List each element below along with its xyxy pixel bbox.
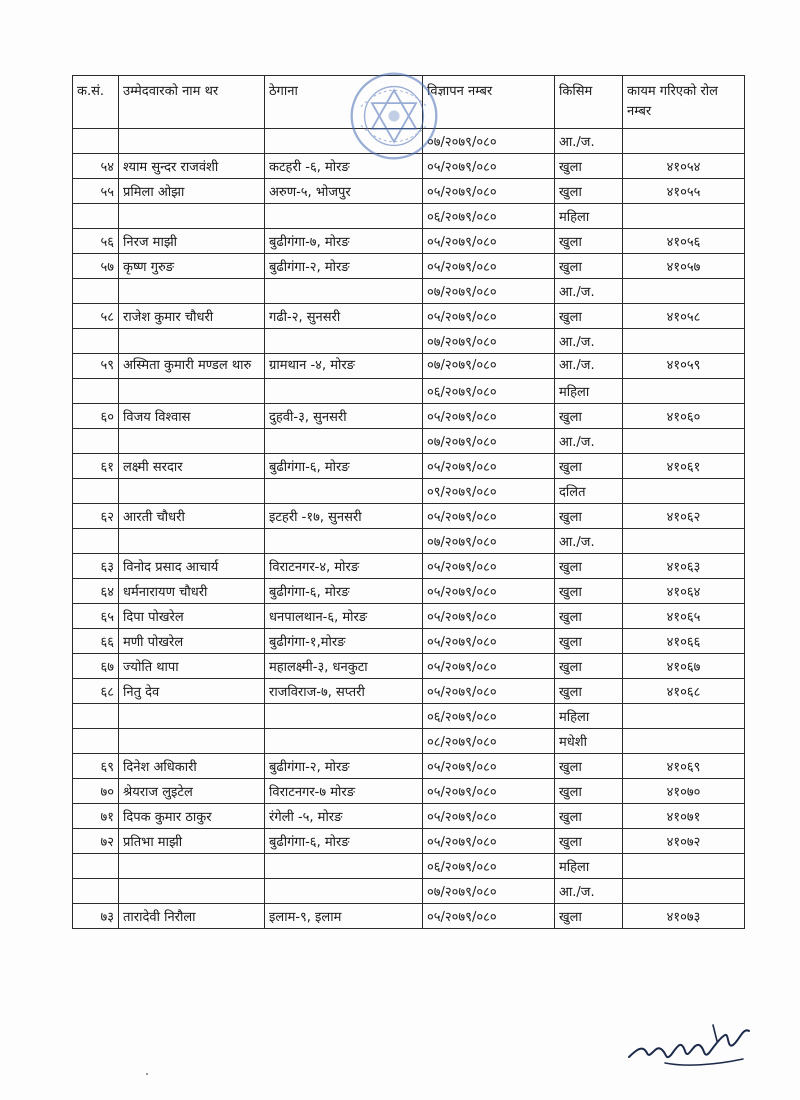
cell-sn: ६२	[73, 504, 119, 529]
cell-ad-no: ०५/२०७९/०८०	[423, 754, 555, 779]
header-roll: कायम गरिएको रोल नम्बर	[623, 76, 745, 129]
cell-ad-no: ०५/२०७९/०८०	[423, 604, 555, 629]
cell-roll	[623, 129, 745, 154]
cell-roll: ४१०६१	[623, 454, 745, 479]
cell-ad-no: ०५/२०७९/०८०	[423, 154, 555, 179]
cell-name: तारादेवी निरौला	[119, 904, 265, 929]
cell-type: खुला	[555, 904, 623, 929]
cell-roll	[623, 279, 745, 304]
cell-sn: ७०	[73, 779, 119, 804]
cell-ad-no: ०५/२०७९/०८०	[423, 779, 555, 804]
cell-sn	[73, 279, 119, 304]
cell-roll	[623, 879, 745, 904]
cell-name: प्रतिभा माझी	[119, 829, 265, 854]
cell-roll: ४१०६३	[623, 554, 745, 579]
table-body	[73, 129, 745, 929]
cell-type: खुला	[555, 254, 623, 279]
cell-name: श्रेयराज लुइटेल	[119, 779, 265, 804]
table-row	[73, 854, 745, 879]
cell-address: बुढीगंगा-६, मोरङ	[265, 579, 423, 604]
cell-address: अरुण-५, भोजपुर	[265, 179, 423, 204]
cell-roll: ४१०५४	[623, 154, 745, 179]
cell-ad-no: ०५/२०७९/०८०	[423, 654, 555, 679]
cell-ad-no: ०६/२०७९/०८०	[423, 204, 555, 229]
cell-name: लक्ष्मी सरदार	[119, 454, 265, 479]
cell-name: अस्मिता कुमारी मण्डल थारु	[119, 354, 265, 379]
table-row	[73, 654, 745, 679]
table-row	[73, 354, 745, 379]
cell-address	[265, 729, 423, 754]
table-row	[73, 154, 745, 179]
cell-roll: ४१०७३	[623, 904, 745, 929]
cell-name	[119, 429, 265, 454]
table-row	[73, 279, 745, 304]
cell-address	[265, 854, 423, 879]
cell-ad-no: ०९/२०७९/०८०	[423, 479, 555, 504]
cell-roll: ४१०६४	[623, 579, 745, 604]
cell-ad-no: ०७/२०७९/०८०	[423, 429, 555, 454]
cell-sn: ७३	[73, 904, 119, 929]
header-ad-no: विज्ञापन नम्बर	[423, 76, 555, 129]
cell-roll: ४१०७०	[623, 779, 745, 804]
cell-address: बुढीगंगा-२, मोरङ	[265, 754, 423, 779]
cell-roll: ४१०७२	[623, 829, 745, 854]
table-row	[73, 879, 745, 904]
cell-sn: ६३	[73, 554, 119, 579]
table-row	[73, 554, 745, 579]
cell-roll	[623, 329, 745, 354]
table-row	[73, 829, 745, 854]
cell-name	[119, 854, 265, 879]
cell-name	[119, 529, 265, 554]
cell-name	[119, 729, 265, 754]
cell-ad-no: ०५/२०७९/०८०	[423, 629, 555, 654]
cell-type: दलित	[555, 479, 623, 504]
cell-name	[119, 479, 265, 504]
cell-sn	[73, 529, 119, 554]
cell-sn: ७२	[73, 829, 119, 854]
cell-ad-no: ०७/२०७९/०८०	[423, 529, 555, 554]
cell-roll	[623, 729, 745, 754]
cell-address: इलाम-९, इलाम	[265, 904, 423, 929]
cell-address: बुढीगंगा-६, मोरङ	[265, 454, 423, 479]
cell-sn: ७१	[73, 804, 119, 829]
table-row	[73, 329, 745, 354]
cell-address: ग्रामथान -४, मोरङ	[265, 354, 423, 379]
header-sn: क.सं.	[73, 76, 119, 129]
cell-roll: ४१०५७	[623, 254, 745, 279]
cell-sn: ५७	[73, 254, 119, 279]
cell-type: आ./ज.	[555, 879, 623, 904]
cell-roll: ४१०६५	[623, 604, 745, 629]
cell-type: खुला	[555, 229, 623, 254]
table-row	[73, 679, 745, 704]
cell-sn: ५९	[73, 354, 119, 379]
cell-name: नितु देव	[119, 679, 265, 704]
cell-sn: ६१	[73, 454, 119, 479]
cell-roll: ४१०६७	[623, 654, 745, 679]
cell-ad-no: ०७/२०७९/०८०	[423, 879, 555, 904]
cell-sn: ५८	[73, 304, 119, 329]
cell-sn: ६७	[73, 654, 119, 679]
cell-sn: ६४	[73, 579, 119, 604]
cell-sn: ५५	[73, 179, 119, 204]
cell-ad-no: ०८/२०७९/०८०	[423, 729, 555, 754]
cell-roll	[623, 704, 745, 729]
cell-type: खुला	[555, 304, 623, 329]
cell-sn	[73, 204, 119, 229]
cell-address: महालक्ष्मी-३, धनकुटा	[265, 654, 423, 679]
cell-ad-no: ०५/२०७९/०८०	[423, 254, 555, 279]
cell-address	[265, 329, 423, 354]
cell-sn: ५६	[73, 229, 119, 254]
table-row	[73, 729, 745, 754]
cell-sn	[73, 129, 119, 154]
cell-name	[119, 279, 265, 304]
cell-roll	[623, 854, 745, 879]
cell-address: बुढीगंगा-६, मोरङ	[265, 829, 423, 854]
cell-address	[265, 379, 423, 404]
table-row	[73, 204, 745, 229]
cell-type: आ./ज.	[555, 429, 623, 454]
cell-address	[265, 429, 423, 454]
cell-ad-no: ०५/२०७९/०८०	[423, 554, 555, 579]
cell-sn	[73, 479, 119, 504]
cell-name	[119, 704, 265, 729]
cell-ad-no: ०५/२०७९/०८०	[423, 304, 555, 329]
table-row	[73, 379, 745, 404]
cell-sn	[73, 379, 119, 404]
cell-name	[119, 129, 265, 154]
cell-roll	[623, 379, 745, 404]
cell-type: खुला	[555, 404, 623, 429]
cell-address	[265, 204, 423, 229]
cell-ad-no: ०५/२०७९/०८०	[423, 829, 555, 854]
cell-ad-no: ०५/२०७९/०८०	[423, 579, 555, 604]
table-row	[73, 129, 745, 154]
cell-roll: ४१०५८	[623, 304, 745, 329]
table-row	[73, 804, 745, 829]
cell-ad-no: ०५/२०७९/०८०	[423, 679, 555, 704]
cell-name	[119, 329, 265, 354]
cell-ad-no: ०५/२०७९/०८०	[423, 229, 555, 254]
cell-sn: ५४	[73, 154, 119, 179]
cell-type: आ./ज.	[555, 279, 623, 304]
cell-sn	[73, 704, 119, 729]
cell-type: खुला	[555, 154, 623, 179]
table-row	[73, 404, 745, 429]
cell-ad-no: ०७/२०७९/०८०	[423, 354, 555, 379]
cell-sn: ६९	[73, 754, 119, 779]
cell-roll: ४१०६६	[623, 629, 745, 654]
cell-name	[119, 879, 265, 904]
signature-icon	[625, 1015, 755, 1075]
header-type: किसिम	[555, 76, 623, 129]
table-row	[73, 629, 745, 654]
cell-address: विराटनगर-७ मोरङ	[265, 779, 423, 804]
scan-speck	[146, 1073, 148, 1075]
cell-address: बुढीगंगा-२, मोरङ	[265, 254, 423, 279]
cell-ad-no: ०७/२०७९/०८०	[423, 329, 555, 354]
cell-name: दिनेश अधिकारी	[119, 754, 265, 779]
candidate-table	[72, 75, 745, 929]
table-row	[73, 229, 745, 254]
cell-roll: ४१०६८	[623, 679, 745, 704]
cell-address: गढी-२, सुनसरी	[265, 304, 423, 329]
cell-ad-no: ०५/२०७९/०८०	[423, 804, 555, 829]
cell-sn	[73, 429, 119, 454]
cell-sn	[73, 879, 119, 904]
cell-address: रंगेली -५, मोरङ	[265, 804, 423, 829]
cell-ad-no: ०६/२०७९/०८०	[423, 379, 555, 404]
cell-type: खुला	[555, 629, 623, 654]
table-row	[73, 454, 745, 479]
table-row	[73, 704, 745, 729]
cell-type: आ./ज.	[555, 354, 623, 379]
header-name: उम्मेदवारको नाम थर	[119, 76, 265, 129]
table-row	[73, 904, 745, 929]
cell-type: खुला	[555, 654, 623, 679]
cell-ad-no: ०५/२०७९/०८०	[423, 904, 555, 929]
cell-name	[119, 204, 265, 229]
cell-type: आ./ज.	[555, 529, 623, 554]
cell-sn	[73, 729, 119, 754]
table-row	[73, 479, 745, 504]
cell-type: महिला	[555, 379, 623, 404]
cell-type: खुला	[555, 829, 623, 854]
cell-address: बुढीगंगा-७, मोरङ	[265, 229, 423, 254]
cell-name: दिपा पोखरेल	[119, 604, 265, 629]
cell-ad-no: ०५/२०७९/०८०	[423, 504, 555, 529]
cell-type: खुला	[555, 679, 623, 704]
cell-address: इटहरी -१७, सुनसरी	[265, 504, 423, 529]
cell-name	[119, 379, 265, 404]
cell-sn	[73, 854, 119, 879]
cell-name: श्याम सुन्दर राजवंशी	[119, 154, 265, 179]
cell-address	[265, 529, 423, 554]
table-row	[73, 754, 745, 779]
cell-sn: ६८	[73, 679, 119, 704]
cell-type: खुला	[555, 179, 623, 204]
cell-sn: ६०	[73, 404, 119, 429]
cell-ad-no: ०६/२०७९/०८०	[423, 854, 555, 879]
cell-ad-no: ०५/२०७९/०८०	[423, 179, 555, 204]
cell-type: खुला	[555, 604, 623, 629]
header-row	[73, 76, 745, 129]
cell-name: राजेश कुमार चौधरी	[119, 304, 265, 329]
cell-sn	[73, 329, 119, 354]
cell-type: महिला	[555, 204, 623, 229]
cell-type: आ./ज.	[555, 329, 623, 354]
cell-ad-no: ०७/२०७९/०८०	[423, 129, 555, 154]
cell-address	[265, 279, 423, 304]
table-header	[73, 76, 745, 129]
cell-type: आ./ज.	[555, 129, 623, 154]
cell-sn: ६६	[73, 629, 119, 654]
cell-ad-no: ०५/२०७९/०८०	[423, 404, 555, 429]
cell-name: निरज माझी	[119, 229, 265, 254]
cell-name: कृष्ण गुरुङ	[119, 254, 265, 279]
cell-roll: ४१०६९	[623, 754, 745, 779]
table-row	[73, 254, 745, 279]
cell-address	[265, 129, 423, 154]
cell-type: मधेशी	[555, 729, 623, 754]
cell-roll: ४१०६०	[623, 404, 745, 429]
cell-roll: ४१०५६	[623, 229, 745, 254]
table-row	[73, 179, 745, 204]
cell-name: मणी पोखरेल	[119, 629, 265, 654]
cell-address: राजविराज-७, सप्तरी	[265, 679, 423, 704]
cell-type: खुला	[555, 554, 623, 579]
cell-type: खुला	[555, 454, 623, 479]
header-address: ठेगाना	[265, 76, 423, 129]
cell-name: दिपक कुमार ठाकुर	[119, 804, 265, 829]
cell-name: विनोद प्रसाद आचार्य	[119, 554, 265, 579]
cell-type: महिला	[555, 854, 623, 879]
table-row	[73, 429, 745, 454]
cell-roll	[623, 204, 745, 229]
cell-ad-no: ०५/२०७९/०८०	[423, 454, 555, 479]
cell-type: खुला	[555, 754, 623, 779]
table-row	[73, 579, 745, 604]
cell-type: खुला	[555, 804, 623, 829]
cell-address	[265, 704, 423, 729]
cell-roll	[623, 479, 745, 504]
cell-roll	[623, 429, 745, 454]
table-row	[73, 504, 745, 529]
cell-address: धनपालथान-६, मोरङ	[265, 604, 423, 629]
cell-name: धर्मनारायण चौधरी	[119, 579, 265, 604]
cell-type: खुला	[555, 504, 623, 529]
cell-type: महिला	[555, 704, 623, 729]
cell-name: प्रमिला ओझा	[119, 179, 265, 204]
cell-type: खुला	[555, 779, 623, 804]
cell-roll: ४१०६२	[623, 504, 745, 529]
cell-type: खुला	[555, 579, 623, 604]
cell-roll: ४१०५५	[623, 179, 745, 204]
cell-address: बुढीगंगा-१,मोरङ	[265, 629, 423, 654]
cell-address: कटहरी -६, मोरङ	[265, 154, 423, 179]
cell-ad-no: ०७/२०७९/०८०	[423, 279, 555, 304]
cell-ad-no: ०६/२०७९/०८०	[423, 704, 555, 729]
cell-name: आरती चौधरी	[119, 504, 265, 529]
cell-roll: ४१०५९	[623, 354, 745, 379]
cell-sn: ६५	[73, 604, 119, 629]
cell-name: विजय विश्वास	[119, 404, 265, 429]
cell-roll: ४१०७१	[623, 804, 745, 829]
table-row	[73, 304, 745, 329]
table-row	[73, 604, 745, 629]
cell-address: विराटनगर-४, मोरङ	[265, 554, 423, 579]
cell-address: दुहवी-३, सुनसरी	[265, 404, 423, 429]
cell-name: ज्योति थापा	[119, 654, 265, 679]
cell-roll	[623, 529, 745, 554]
table-row	[73, 529, 745, 554]
cell-address	[265, 479, 423, 504]
table-row	[73, 779, 745, 804]
cell-address	[265, 879, 423, 904]
